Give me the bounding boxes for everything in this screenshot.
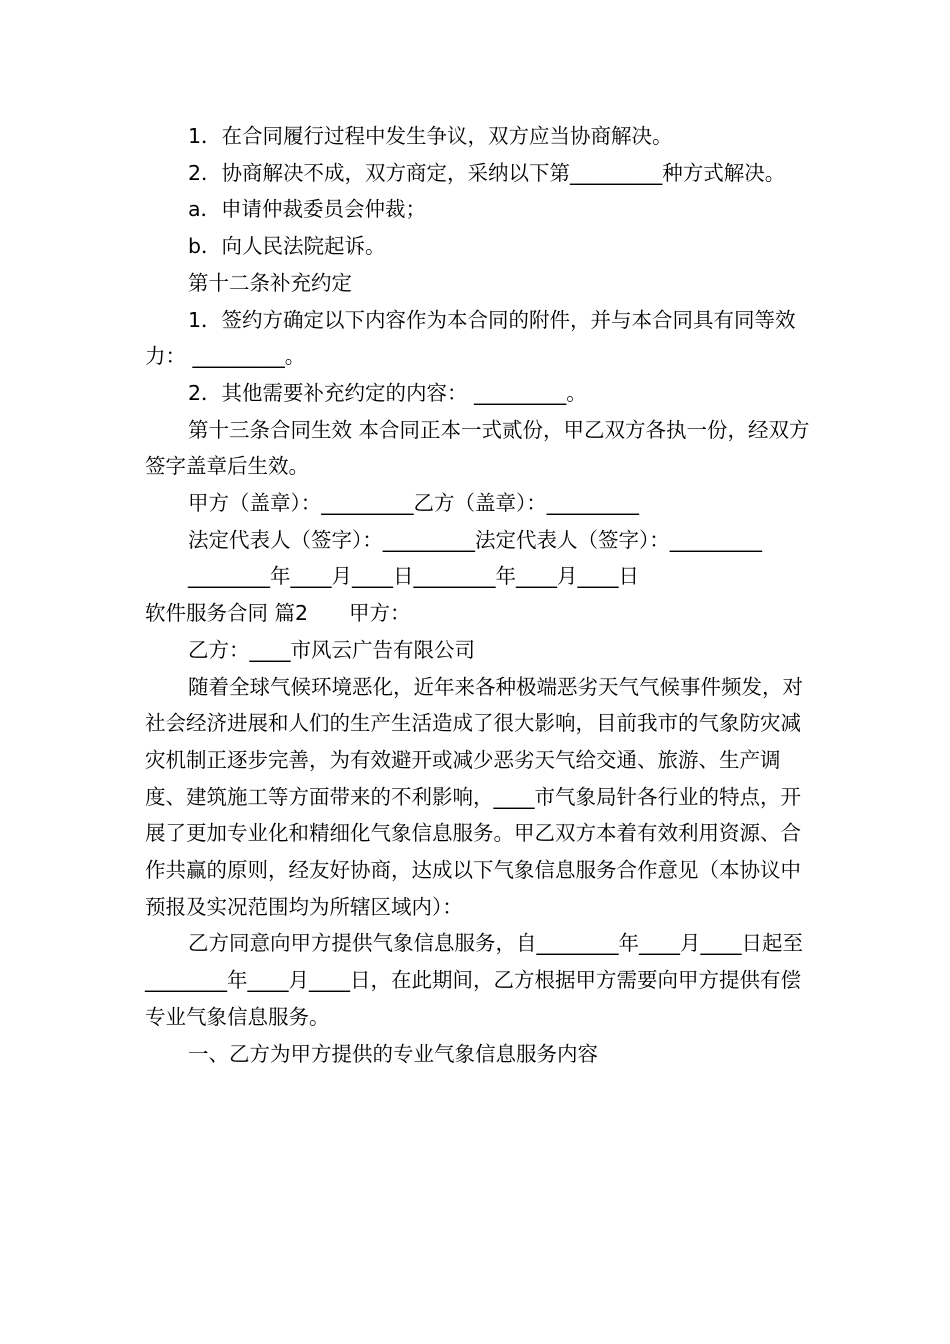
document-body (145, 118, 810, 1072)
paragraph-supplement-2: 2．其他需要补充约定的内容： _________。 (188, 380, 587, 405)
paragraph-dispute-1: 1．在合同履行过程中发生争议，双方应当协商解决。 (188, 124, 673, 148)
paragraph-option-b: b．向人民法院起诉。 (188, 234, 386, 259)
paragraph-supplement-1: 1．签约方确定以下内容作为本合同的附件，并与本合同具有同等效力： _________。 (145, 307, 796, 369)
signature-date-line: ________年____月____日________年____月____日 (188, 564, 639, 589)
party-b-line: 乙方：____市风云广告有限公司 (188, 637, 475, 662)
paragraph-service-period: 乙方同意向甲方提供气象信息服务，自________年____月____日起至________年____月____日，在此期间，乙方根据甲方需要向甲方提供有偿专业气象信息服务。 (145, 931, 803, 1029)
paragraph-article-13: 第十三条合同生效 本合同正本一式贰份，甲乙双方各执一份，经双方签字盖章后生效。 (145, 417, 810, 479)
paragraph-option-a: a．申请仲裁委员会仲裁； (188, 197, 427, 222)
section-title-contract-2: 软件服务合同 篇2 甲方： (145, 601, 411, 626)
signature-representative-line: 法定代表人（签字）：_________法定代表人（签字）：_________ (188, 527, 762, 552)
paragraph-background: 随着全球气候环境恶化，近年来各种极端恶劣天气气候事件频发，对社会经济进展和人们的生产生活造成了很大影响，目前我市的气象防灾减灾机制正逐步完善，为有效避开或减少恶劣天气给交通、旅游、生产调度、建筑施工等方面带来的不利影响，____市气象局针各行业的特点，开展了更加专业化和精细化气象信息服务。甲乙双方本着有效利用资源、合作共赢的原则，经友好协商，达成以下气象信息服务合作意见（本协议中预报及实况范围均为所辖区域内）： (145, 674, 803, 919)
heading-service-content: 一、乙方为甲方提供的专业气象信息服务内容 (188, 1041, 598, 1066)
heading-article-12: 第十二条补充约定 (188, 270, 352, 295)
signature-seal-line: 甲方（盖章）：_________乙方（盖章）：_________ (188, 491, 639, 516)
paragraph-dispute-2: 2．协商解决不成，双方商定，采纳以下第_________种方式解决。 (188, 160, 786, 185)
